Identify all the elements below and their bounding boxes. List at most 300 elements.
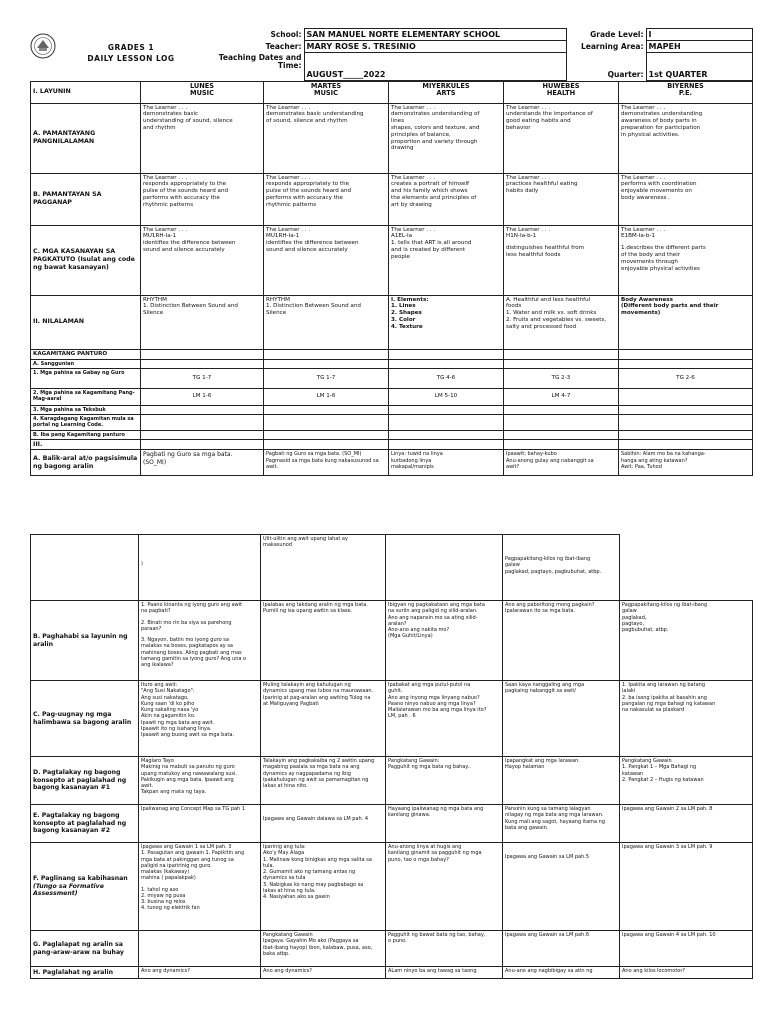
cell-line: distinguishes healthful from [506, 245, 585, 252]
row-nilalaman [31, 295, 753, 349]
cell-line: pangalan ng mga bahagi ng katawan [622, 700, 716, 707]
cell-line: 1.describes the different parts [621, 245, 706, 252]
cell-line: practices healthful eating [506, 181, 578, 188]
row-paglalahat [31, 967, 753, 979]
cell-line: mga bata at pakinggan ang tunog sa [141, 856, 234, 863]
cell-line: lakas at hina ng tula. [263, 887, 316, 894]
row-balik-aral-continued [31, 535, 753, 601]
cell-line: 4. Texture [391, 323, 423, 330]
row-label: H. Paglalahat ng aralin [31, 967, 139, 979]
cell-line: awit. [266, 463, 279, 470]
row-teksbuk [31, 405, 753, 414]
cell-line: 2. miyaw ng pusa [141, 892, 186, 899]
cell-line: rhythmic patterns [143, 201, 194, 208]
cell [31, 535, 139, 601]
row-label: G. Paglalapat ng aralin sa pang-araw-araw na buhay [31, 931, 139, 967]
cell-line: 3. Color [391, 316, 416, 323]
cell-line: The Learner . . . [143, 174, 188, 181]
cell-line: Hayaang ipaliwanag ng mga bata ang [388, 806, 484, 812]
row-pag-uugnay [31, 681, 753, 757]
cell-line: Anu-anong gulay ang nabanggit sa [506, 457, 594, 464]
row-pamantayan-sa-pagganap [31, 173, 753, 225]
cell-line: The Learner . . . [266, 174, 311, 181]
cell [620, 843, 753, 931]
cell-line: The Learner . . . [391, 104, 436, 111]
cell-line: Pagbati ng Guro sa mga bata. [143, 451, 233, 459]
cell-line: Pagmasid sa mga bata kung nakasusunod sa [266, 457, 379, 464]
cell-line: Anu-anong linya at hugis ang [388, 844, 462, 850]
cell-line: 1. Lines [391, 303, 416, 310]
cell-line: na nakasulat sa plaskard [622, 707, 685, 713]
cell [264, 173, 389, 225]
cell [503, 601, 620, 681]
cell-line: Pagpapakitang-kilos ng ibat-ibang [505, 556, 591, 562]
cell-line: 1. tells that ART is all around [391, 240, 472, 247]
cell-line: 1. Paano kinanta ng iyong guro ang awit [141, 602, 243, 608]
cell-line: lakas at hina nito. [263, 783, 308, 789]
cell-line: 1. Distinction Between Sound and [143, 303, 238, 310]
cell-line: Pakikugin ang mga bata. Ipaawit ang [141, 776, 234, 783]
row-label: 3. Mga pahina sa Teksbuk [31, 405, 141, 414]
cell [503, 843, 620, 931]
daily-lesson-log-title: DAILY LESSON LOG [87, 53, 175, 63]
cell [139, 601, 261, 681]
row-pamantayang-pangnilalaman [31, 103, 753, 173]
cell-line: responds appropriately to the [143, 181, 227, 188]
row-label: B. Iba pang Kagamitang panturo [31, 430, 141, 439]
cell-line: 4. Nasiyahan ako sa gawin [263, 894, 330, 900]
grade-level-value: I [646, 29, 752, 41]
teacher-label: Teacher: [265, 41, 302, 51]
cell [503, 757, 620, 805]
cell-line: baka atbp. [263, 950, 290, 957]
cell-line: malakas (kakaway) [141, 869, 190, 875]
cell [141, 450, 264, 476]
row-iba-pang-kagamitan [31, 430, 753, 439]
lesson-log-page-2 [30, 534, 752, 979]
cell-line: movements) [621, 310, 661, 317]
cell [386, 681, 503, 757]
cell [620, 757, 753, 805]
cell-line: hanga ang ating katawan? [621, 457, 688, 464]
cell-line: mahina ( papalakpak) [141, 875, 196, 882]
cell-line: Pangkatang Gawain [263, 932, 313, 938]
cell-line: Ipalarawan ito sa mga bata. [505, 608, 576, 615]
cell-line: The Learner . . . [621, 104, 666, 111]
cell [619, 295, 753, 349]
lesson-table-page-1 [30, 81, 753, 477]
cell-line: Pagbati ng Guro sa mga bata. (SO_MI) [266, 451, 362, 458]
row-karagdagang-kagamitan [31, 414, 753, 430]
row-label: D. Pagtalakay ng bagong konsepto at paglalahad ng bagong kasanayan #1 [31, 757, 139, 805]
row-kasanayan-sa-pagkatuto [31, 225, 753, 295]
cell-line: kurbadong linya [391, 457, 432, 464]
cell-line: Ipagawa ang Gawain 2 sa LM pah. 8 [622, 806, 713, 812]
cell-line: Pagguhit ng mga bata ng bahay.. [388, 764, 471, 771]
row-label: B. Paghahabi sa layunin ng aralin [31, 601, 139, 681]
cell-line: Ipawit ng mga bata ang awit. [141, 719, 215, 726]
cell-line: paligid na iparirinig ng guro. [141, 862, 212, 869]
cell [386, 843, 503, 931]
cell-line: and rhythm [143, 124, 176, 131]
dates-label-spacer [204, 71, 304, 80]
cell [261, 535, 386, 601]
cell-line: Ano ang dynamics? [263, 968, 312, 974]
cell [139, 843, 261, 931]
cell [620, 931, 753, 967]
cell-line: Hayop halaman [505, 764, 545, 771]
cell-line: (Mga Guhit/Linya) [388, 633, 433, 640]
cell-line: dynamics sa tula [263, 875, 306, 882]
row-label: KAGAMITANG PANTURO [31, 349, 141, 359]
row-label: II. NILALAMAN [31, 295, 141, 349]
cell-line: demonstrates understanding [621, 111, 703, 118]
cell: LM 4-7 [504, 388, 619, 405]
cell-line: MU1RH-Ia-1 [143, 233, 177, 240]
row-paglinang [31, 843, 753, 931]
cell [504, 450, 619, 476]
cell: TG 4-6 [389, 368, 504, 388]
row-label: E. Pagtalakay ng bagong konsepto at paglalahad ng bagong kasanayan #2 [31, 805, 139, 843]
cell-line: Pangkatang Gawain: [388, 758, 440, 764]
cell-line: performs with accuracy the [266, 194, 343, 201]
cell [261, 931, 386, 967]
cell-line: habits daily [506, 188, 539, 195]
cell-line: The Learner . . . [266, 104, 311, 111]
cell-line: rhythmic patterns [266, 201, 317, 208]
day-header-mon: LUNES MUSIC [141, 81, 264, 103]
cell-line: Takpan ang mata ng taya. [141, 789, 207, 796]
cell-line: 2. Pangkat 2 – Hugis ng katawan [622, 776, 704, 783]
day-header-tue: MARTES MUSIC [264, 81, 389, 103]
cell [139, 805, 261, 843]
cell-line: The Learner . . . [506, 104, 551, 111]
cell [503, 681, 620, 757]
row-label: A. PAMANTAYANG PANGNILALAMAN [31, 103, 141, 173]
cell-line: 1. Ipakita ang larawan ng batang [622, 682, 705, 688]
cell [389, 225, 504, 295]
dates-label-line1: Teaching Dates and [218, 52, 302, 62]
cell-line: guhit. [388, 688, 403, 695]
cell-line: Ano ang paboritong mong pagkain? [505, 602, 595, 608]
cell-line: pulse of the sounds heard and [143, 188, 229, 195]
cell-line: puno, tao o mga bahay? [388, 856, 449, 863]
quarter-value: 1st QUARTER [646, 53, 752, 81]
cell [504, 173, 619, 225]
cell-line: the elements and principles of [391, 194, 477, 201]
cell-line: (SO_MI) [143, 458, 167, 466]
cell-line: Anu-ano ang nagbibigay sa atin ng [505, 968, 593, 974]
cell-line: understanding of sound, silence [143, 118, 233, 125]
cell [503, 535, 620, 601]
cell [619, 103, 753, 173]
cell-line: The Learner . . . [506, 226, 551, 233]
cell-line: principles of balance, [391, 131, 451, 138]
cell-line: magabing paalala sa mga bata na ang [263, 764, 360, 771]
header-table [30, 28, 753, 81]
cell-line: Ano ang inyong mga linyang nabuo? [388, 694, 480, 701]
row-label: A. Sanggunian [31, 359, 141, 368]
cell-line: understands the importance of [506, 111, 593, 118]
cell [264, 225, 389, 295]
cell-line: LM, pah . 6 [388, 713, 416, 720]
cell [261, 601, 386, 681]
cell-line: 1. Pasagutan ang gawain 1. Papikitin ang [141, 850, 245, 857]
cell-line: Ibigyan ng pagkakataon ang mga bata [388, 602, 485, 608]
cell-line: ALam ninyo ba ang tawag sa taong [388, 968, 477, 974]
cell [386, 931, 503, 967]
cell-line: proportion and variety through [391, 138, 478, 145]
teacher-value: MARY ROSE S. TRESINIO [304, 41, 566, 53]
cell-line: Kung mali ang sagot, hayaang itama ng [505, 818, 606, 825]
cell [389, 295, 504, 349]
lesson-log-page-1 [30, 28, 752, 476]
cell-line: kanilang ginamit sa pagguhit ng mga [388, 850, 482, 857]
cell: TG 1-7 [141, 368, 264, 388]
cell-line: sound and silence accurately [143, 246, 225, 253]
cell-line: 2. Binati mo rin ba siya sa parehong [141, 619, 232, 626]
cell-line: Ipaliwanag ang Concept Map sa TG pah 1 [141, 806, 245, 812]
deped-seal-icon [30, 33, 56, 59]
cell-line: Ipagawa ang Gawain dalawa sa LM pah. 4 [263, 816, 369, 822]
cell-line: Pumili ng isa upang awitin sa klase. [263, 608, 353, 615]
cell-line: performs with accuracy the [143, 194, 220, 201]
cell-line: makasunod [263, 542, 292, 549]
cell-line: Muling talakayin ang kahulugan ng [263, 682, 351, 688]
row-kagamitan [31, 349, 753, 359]
cell [620, 681, 753, 757]
cell [141, 295, 264, 349]
cell-line: Silence [266, 310, 287, 317]
cell-line: The Learner . . . [143, 226, 188, 233]
cell-line: and is created by different [391, 246, 466, 253]
row-paglalapat [31, 931, 753, 967]
dates-label-line2: Time: [277, 60, 302, 70]
cell-line: Kung saan 'di ko piho [141, 700, 195, 707]
cell: TG 1-7 [264, 368, 389, 388]
cell-line: Awit: Paa, Tuhod [621, 463, 662, 470]
cell-line: RHYTHM [266, 296, 290, 303]
cell [504, 225, 619, 295]
cell-line: The Learner . . . [506, 174, 551, 181]
cell-line: shapes, colors and texture, and [391, 124, 480, 131]
learning-area-value: MAPEH [646, 41, 752, 53]
cell-line: enjoyable physical activities [621, 265, 700, 272]
cell-line: upang matukoy ang nawawalang susi. [141, 770, 238, 777]
cell-line: responds appropriately to the [266, 181, 350, 188]
cell [619, 225, 753, 295]
row-pagtalakay-2 [31, 805, 753, 843]
cell-line: kanilang ginawa. [388, 812, 431, 819]
cell-line: demonstrates basic [143, 111, 199, 118]
cell [139, 931, 261, 967]
cell-line: Ipapangkat ang mga larawan. [505, 758, 580, 764]
cell-line: Ano ang napansin mo sa ating silid- [388, 614, 478, 621]
cell-line: Linya: tuwid na linya [391, 451, 443, 458]
cell-line: "Ang Susi Nakatago": [141, 688, 195, 695]
cell-line: of sound, silence and rhythm [266, 118, 348, 125]
cell: LM 1-6 [264, 388, 389, 405]
cell-line: Body Awareness [621, 296, 673, 303]
cell [264, 295, 389, 349]
day-header-thu: HUWEBES HEALTH [504, 81, 619, 103]
cell-line: galaw [505, 562, 520, 569]
deped-seal [30, 29, 58, 81]
school-value: SAN MANUEL NORTE ELEMENTARY SCHOOL [304, 29, 566, 41]
row-label-italic: (Tungo sa Formative Assessment) [33, 882, 104, 898]
dates-label [204, 53, 304, 72]
cell [261, 757, 386, 805]
cell-line: paraan? [141, 625, 162, 632]
cell-line: Ipagawa ang Gawain 1 sa LM pah. 3 [141, 844, 232, 850]
cell [389, 103, 504, 173]
cell-line: people [391, 253, 410, 260]
cell-line: Ano-ano ang nakita mo? [388, 627, 450, 633]
cell-line: paglakad, pagtayo, pagbubuhat, atbp. [505, 568, 602, 575]
cell-line: Makinig na mabuti sa panuto ng guro [141, 764, 235, 771]
cell-line: pulse of the sounds heard and [266, 188, 352, 195]
cell-line: ) [141, 561, 143, 567]
cell-line: at Maliguyang Pagbati [263, 700, 319, 707]
cell [386, 757, 503, 805]
cell-line: nilagay ng mga bata ang mga larawan. [505, 812, 604, 819]
cell [141, 225, 264, 295]
cell-line: foods [506, 303, 522, 310]
cell-line: RHYTHM [143, 296, 167, 303]
cell [504, 295, 619, 349]
cell [503, 805, 620, 843]
cell-line: 2. Shapes [391, 310, 422, 317]
cell-line: performs with coordination [621, 181, 697, 188]
cell [386, 535, 503, 601]
cell-line: Maglaro Tayo [141, 758, 174, 764]
cell-line: The Learner . . . [391, 174, 436, 181]
cell-line: 2. Gumamit ako ng tamang antas ng [263, 869, 356, 875]
cell-line: dynamics upang mas lubos na maunawaan. [263, 688, 374, 695]
cell [139, 757, 261, 805]
row-label: 2. Mga pahina sa Kagamitang Pang-Mag-aaral [31, 388, 141, 405]
row-sanggunian [31, 359, 753, 368]
cell-line: Pagguhit ng bawat bata ng tao, bahay, [388, 932, 486, 938]
cell: LM 1-6 [141, 388, 264, 405]
cell-line: Iparinig at pag-aralan ang awiting Tulog na [263, 694, 371, 701]
row-kagamitang-pang-mag-aaral [31, 388, 753, 405]
cell-line: tamang gamitin sa iyong guro? Ang una o [141, 655, 247, 662]
cell-line: Sabihin: Alam mo ba na kahanga- [621, 451, 706, 458]
cell-line: pagbubuhat, atbp. [622, 627, 669, 633]
cell-line: 3. Nabigkas ko nang may pagbabago sa [263, 881, 364, 888]
cell-line: ipakahulugan ng awit sa pamamagitan ng [263, 776, 369, 783]
cell [139, 967, 261, 979]
cell-line: Pangkatang Gawain [622, 758, 672, 764]
cell-line: H1N-Ia-b-1 [506, 233, 537, 240]
cell-line: art by drawing [391, 201, 432, 208]
cell-line: na pagbati? [141, 608, 171, 615]
cell-line: Ipagawa ang Gawain 4 sa LM pah. 10 [622, 932, 716, 938]
cell [261, 805, 386, 843]
cell-line: E1BM-Ia-b-1 [621, 233, 655, 240]
day-header-wed: MIYERKULES ARTS [389, 81, 504, 103]
cell-line: sound and silence accurately [266, 246, 348, 253]
cell-line: and his family which shows [391, 188, 468, 195]
cell-line: Akin na gagamitin ko. [141, 713, 196, 720]
cell-line: The Learner . . . [266, 226, 311, 233]
cell-line: demonstrates basic understanding [266, 111, 364, 118]
cell-line: 3. busina ng relos [141, 899, 186, 905]
cell-line: Ipalabas ang takdang aralin ng mga bata. [263, 602, 368, 608]
row-balik-aral [31, 450, 753, 476]
cell: TG 2-3 [504, 368, 619, 388]
cell-line: aralan? [388, 620, 407, 627]
cell-line: 2. Fruits and vegetables vs. sweets, [506, 316, 607, 323]
cell-line: The Learner . . . [621, 226, 666, 233]
cell-line: ibat-ibang hayop) ibon, kalabaw, pusa, aso, [263, 944, 373, 951]
cell-line: Pagpapakitang-kilos ng ibat-ibang [622, 602, 708, 608]
cell [261, 967, 386, 979]
row-paghahabi [31, 601, 753, 681]
cell-line: Kung sakaling nasa 'yo [141, 707, 199, 713]
cell-line: Ano ang dynamics? [141, 968, 190, 974]
cell [389, 173, 504, 225]
cell-line: Talakayin ang pagkakaiba ng 2 awitin upang [263, 758, 375, 764]
cell [139, 681, 261, 757]
cell-line: enjoyable movements on [621, 188, 692, 195]
cell-line: 1. Malinaw kong binigkas ang mga salita sa [263, 856, 372, 863]
learning-area-label: Learning Area: [580, 41, 644, 51]
row-label: C. MGA KASANAYAN SA PAGKATUTO (Isulat ang code ng bawat kasanayan) [31, 225, 141, 295]
cell-line: 4. tunog ng elektrik fan [141, 905, 200, 912]
cell-line: 1. Pangkat 1 – Mga Bahagi ng [622, 764, 697, 771]
day-header-fri: BIYERNES P.E. [619, 81, 753, 103]
cell-line: Ipaawit ito ng isahang linya. [141, 725, 212, 732]
cell-line: in physical activities. [621, 131, 680, 138]
cell [386, 805, 503, 843]
row-label: F. Paglinang sa kabihasnan [33, 874, 128, 882]
cell [141, 103, 264, 173]
cell-line: 1. Water and milk vs. soft drinks [506, 310, 597, 317]
cell-line: A. Healthful and less healthful [506, 296, 591, 303]
cell-line: paglakad, [622, 614, 647, 621]
cell-line: movements through [621, 258, 678, 265]
cell-line: Ano ang kilos locomotor? [622, 968, 686, 974]
cell-line: Ituro ang awit: [141, 682, 178, 688]
cell-line: 2. ba isang ipakita at basahin ang [622, 694, 707, 701]
cell-line: MU1RH-Ia-1 [266, 233, 300, 240]
cell-line: bata ang gawain. [505, 824, 549, 831]
cell [264, 450, 389, 476]
cell-line: drawing [391, 145, 414, 152]
cell-line: less healthful foods [506, 251, 561, 258]
cell-line: 3. Ngayon, batiin mo iyong guro sa [141, 637, 229, 643]
cell-line: Ipaawit; bahay-kubo [506, 451, 557, 458]
cell-line: (Different body parts and their [621, 303, 719, 310]
cell-line: behavior [506, 124, 531, 131]
cell-line: Ipabakat ang mga putul-putol na [388, 682, 471, 688]
row-pagtalakay-1 [31, 757, 753, 805]
dates-value: AUGUST_____2022 [304, 53, 566, 81]
cell-line: pagtayo, [622, 620, 645, 627]
cell [503, 967, 620, 979]
cell-line: Mailalarawan mo ba ang mga linya ito? [388, 707, 487, 713]
cell [261, 681, 386, 757]
cell-line: I. Elements: [391, 296, 429, 303]
cell-line: ang ikalawa? [141, 662, 174, 668]
cell [620, 967, 753, 979]
cell [141, 173, 264, 225]
cell: TG 2-6 [619, 368, 753, 388]
row-label-paglinang [31, 843, 139, 931]
cell-line: Ipagawa ang Gawain sa LM pah.5 [505, 854, 590, 860]
